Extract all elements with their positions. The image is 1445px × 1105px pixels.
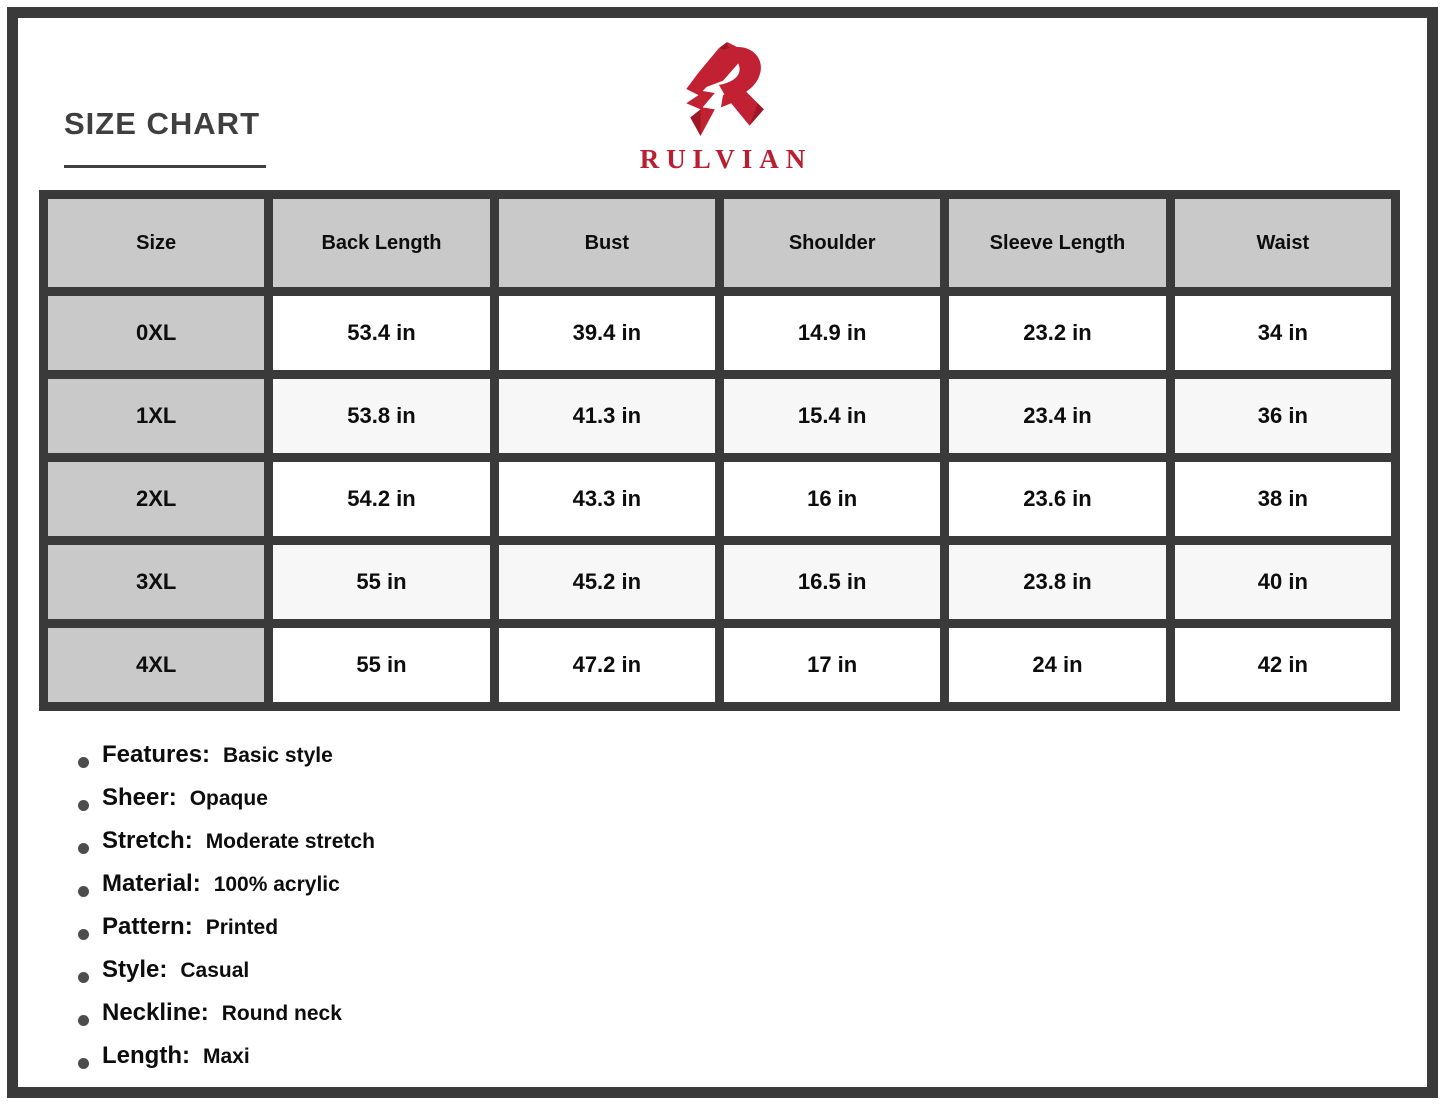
- product-details-list: [78, 741, 1427, 1085]
- column-header-sleeve-length: Sleeve Length: [949, 199, 1165, 287]
- measurement-cell: 45.2 in: [499, 545, 715, 619]
- detail-label: Style:: [102, 956, 168, 983]
- column-header-waist: Waist: [1175, 199, 1391, 287]
- bullet-icon: [78, 972, 89, 983]
- size-cell: 0XL: [48, 296, 264, 370]
- brand-r-icon: [672, 40, 774, 142]
- detail-item-material: [78, 870, 1427, 913]
- detail-label: Material:: [102, 870, 201, 897]
- measurement-cell: 41.3 in: [499, 379, 715, 453]
- measurement-cell: 16 in: [724, 462, 940, 536]
- table-row-0xl: [48, 296, 1391, 370]
- measurement-cell: 47.2 in: [499, 628, 715, 702]
- table-row-2xl: [48, 462, 1391, 536]
- measurement-cell: 34 in: [1175, 296, 1391, 370]
- measurement-cell: 53.4 in: [273, 296, 489, 370]
- measurement-cell: 40 in: [1175, 545, 1391, 619]
- measurement-cell: 55 in: [273, 628, 489, 702]
- detail-item-neckline: [78, 999, 1427, 1042]
- page-title: SIZE CHART: [64, 106, 260, 141]
- measurement-cell: 39.4 in: [499, 296, 715, 370]
- bullet-icon: [78, 757, 89, 768]
- detail-value: Casual: [180, 959, 250, 982]
- measurement-cell: 23.6 in: [949, 462, 1165, 536]
- column-header-size: Size: [48, 199, 264, 287]
- measurement-cell: 17 in: [724, 628, 940, 702]
- measurement-cell: 38 in: [1175, 462, 1391, 536]
- bullet-icon: [78, 800, 89, 811]
- detail-value: Opaque: [189, 787, 268, 810]
- detail-item-sheer: [78, 784, 1427, 827]
- bullet-icon: [78, 929, 89, 940]
- detail-value: Moderate stretch: [205, 830, 375, 853]
- measurement-cell: 23.4 in: [949, 379, 1165, 453]
- detail-label: Pattern:: [102, 913, 193, 940]
- detail-label: Stretch:: [102, 827, 193, 854]
- table-row-3xl: [48, 545, 1391, 619]
- detail-item-stretch: [78, 827, 1427, 870]
- size-cell: 4XL: [48, 628, 264, 702]
- bullet-icon: [78, 1058, 89, 1069]
- detail-label: Neckline:: [102, 999, 209, 1026]
- detail-item-pattern: [78, 913, 1427, 956]
- measurement-cell: 53.8 in: [273, 379, 489, 453]
- page-frame: [7, 7, 1438, 1098]
- detail-value: 100% acrylic: [213, 873, 340, 896]
- measurement-cell: 23.8 in: [949, 545, 1165, 619]
- detail-item-length: [78, 1042, 1427, 1085]
- column-header-shoulder: Shoulder: [724, 199, 940, 287]
- detail-value: Basic style: [223, 744, 333, 767]
- measurement-cell: 55 in: [273, 545, 489, 619]
- measurement-cell: 14.9 in: [724, 296, 940, 370]
- detail-item-style: [78, 956, 1427, 999]
- title-block: [64, 106, 266, 168]
- page-header: [18, 18, 1427, 190]
- bullet-icon: [78, 843, 89, 854]
- measurement-cell: 23.2 in: [949, 296, 1165, 370]
- detail-value: Printed: [205, 916, 279, 939]
- table-header-row: [48, 199, 1391, 287]
- table-row-4xl: [48, 628, 1391, 702]
- detail-label: Length:: [102, 1042, 190, 1069]
- size-cell: 1XL: [48, 379, 264, 453]
- title-underline: [64, 165, 266, 168]
- measurement-cell: 54.2 in: [273, 462, 489, 536]
- table-row-1xl: [48, 379, 1391, 453]
- measurement-cell: 15.4 in: [724, 379, 940, 453]
- measurement-cell: 16.5 in: [724, 545, 940, 619]
- brand-name: RULVIAN: [639, 144, 813, 174]
- detail-value: Round neck: [221, 1002, 342, 1025]
- detail-label: Sheer:: [102, 784, 177, 811]
- brand-logo: [563, 40, 883, 175]
- measurement-cell: 36 in: [1175, 379, 1391, 453]
- measurement-cell: 24 in: [949, 628, 1165, 702]
- size-chart-table: [39, 190, 1400, 711]
- bullet-icon: [78, 1015, 89, 1026]
- size-cell: 3XL: [48, 545, 264, 619]
- column-header-back-length: Back Length: [273, 199, 489, 287]
- measurement-cell: 42 in: [1175, 628, 1391, 702]
- detail-value: Maxi: [202, 1045, 250, 1068]
- bullet-icon: [78, 886, 89, 897]
- detail-item-features: [78, 741, 1427, 784]
- size-cell: 2XL: [48, 462, 264, 536]
- measurement-cell: 43.3 in: [499, 462, 715, 536]
- detail-label: Features:: [102, 741, 211, 768]
- column-header-bust: Bust: [499, 199, 715, 287]
